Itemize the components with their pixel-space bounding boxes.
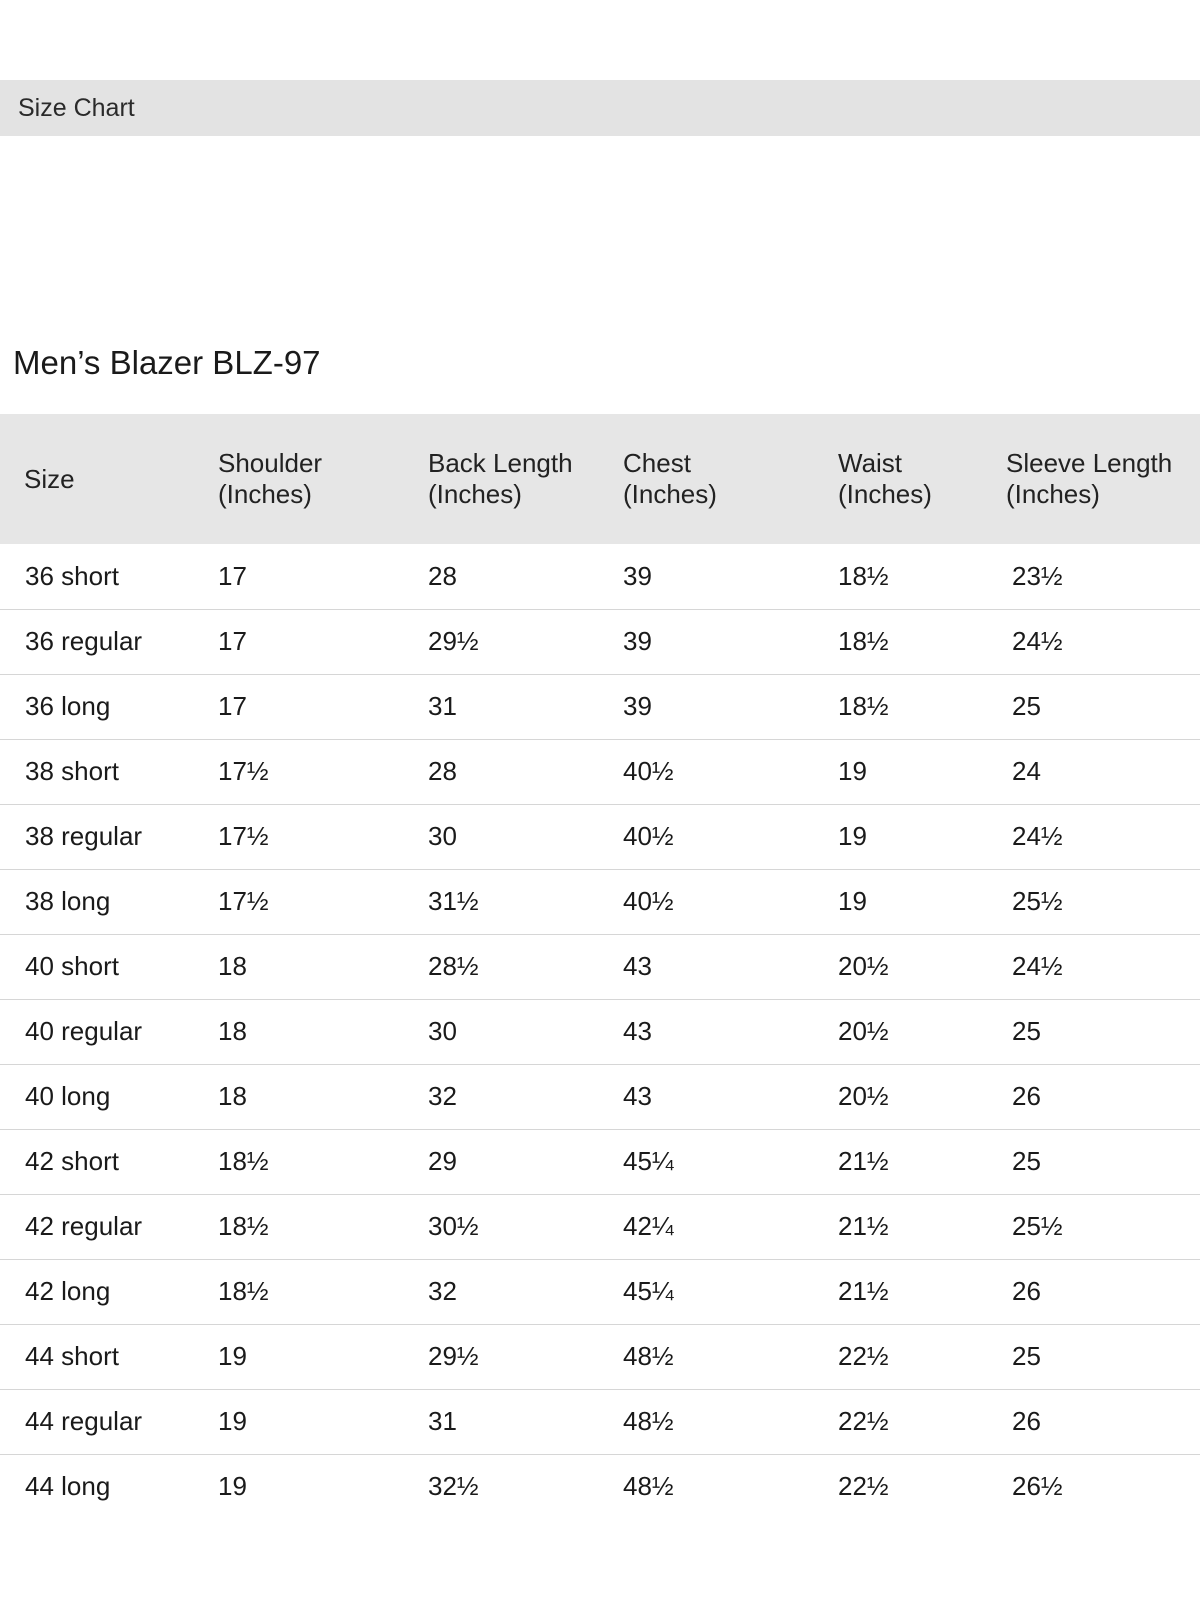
sleeve-length-cell: 25 xyxy=(1012,1146,1041,1176)
waist-cell: 18½ xyxy=(838,691,889,721)
chest-cell: 40½ xyxy=(623,756,674,786)
back-length-cell: 31 xyxy=(428,1406,457,1436)
shoulder-cell: 17½ xyxy=(218,821,269,851)
back-length-cell: 28½ xyxy=(428,951,479,981)
header-chest xyxy=(606,414,814,544)
size-cell: 40 regular xyxy=(25,1016,143,1046)
table-row xyxy=(0,934,1200,999)
header-chest-label: Chest xyxy=(623,448,691,478)
shoulder-cell: 18 xyxy=(218,951,247,981)
waist-cell: 20½ xyxy=(838,1081,889,1111)
back-length-cell: 29 xyxy=(428,1146,457,1176)
chest-cell: 43 xyxy=(623,1081,652,1111)
chest-cell: 45¼ xyxy=(623,1146,674,1176)
back-length-cell: 32 xyxy=(428,1276,457,1306)
header-sleeve-length-label: Sleeve Length xyxy=(1006,448,1173,478)
shoulder-cell: 19 xyxy=(218,1341,247,1371)
size-cell: 42 long xyxy=(25,1276,111,1306)
size-cell: 36 long xyxy=(25,691,111,721)
sleeve-length-cell: 24 xyxy=(1012,756,1041,786)
chest-cell: 45¼ xyxy=(623,1276,674,1306)
waist-cell: 22½ xyxy=(838,1406,889,1436)
back-length-cell: 30 xyxy=(428,821,457,851)
table-row xyxy=(0,544,1200,609)
sleeve-length-cell: 25½ xyxy=(1012,886,1063,916)
shoulder-cell: 17 xyxy=(218,560,247,591)
product-title: Men’s Blazer BLZ-97 xyxy=(13,344,321,381)
shoulder-cell: 18½ xyxy=(218,1276,269,1306)
table-row xyxy=(0,1389,1200,1454)
size-cell: 44 long xyxy=(25,1471,111,1502)
size-cell: 40 short xyxy=(25,951,119,981)
header-shoulder-unit: (Inches) xyxy=(218,479,312,509)
size-cell: 42 regular xyxy=(25,1211,143,1241)
waist-cell: 19 xyxy=(838,756,867,786)
header-waist-unit: (Inches) xyxy=(838,479,932,509)
shoulder-cell: 17 xyxy=(218,626,247,656)
table-row xyxy=(0,674,1200,739)
size-chart-banner xyxy=(0,80,1200,136)
sleeve-length-cell: 25 xyxy=(1012,1016,1041,1046)
table-row xyxy=(0,1129,1200,1194)
size-cell: 36 short xyxy=(25,560,119,591)
header-size-label: Size xyxy=(24,463,75,494)
header-shoulder-label: Shoulder xyxy=(218,448,323,478)
waist-cell: 21½ xyxy=(838,1211,889,1241)
shoulder-cell: 18½ xyxy=(218,1211,269,1241)
chest-cell: 39 xyxy=(623,560,652,591)
chest-cell: 43 xyxy=(623,951,652,981)
waist-cell: 19 xyxy=(838,821,867,851)
header-sleeve-length xyxy=(999,414,1200,544)
sleeve-length-cell: 26 xyxy=(1012,1276,1041,1306)
header-shoulder xyxy=(194,414,404,544)
size-table xyxy=(0,414,1200,1519)
chest-cell: 39 xyxy=(623,691,652,721)
table-row xyxy=(0,999,1200,1064)
sleeve-length-cell: 24½ xyxy=(1012,951,1063,981)
sleeve-length-cell: 26½ xyxy=(1012,1471,1063,1502)
back-length-cell: 29½ xyxy=(428,1341,479,1371)
header-row xyxy=(0,414,1200,544)
back-length-cell: 31½ xyxy=(428,886,479,916)
table-row xyxy=(0,1259,1200,1324)
size-cell: 44 short xyxy=(25,1341,119,1371)
sleeve-length-cell: 24½ xyxy=(1012,626,1063,656)
size-cell: 38 regular xyxy=(25,821,143,851)
header-size xyxy=(0,414,194,544)
header-waist xyxy=(814,414,999,544)
header-back-length-label: Back Length xyxy=(428,448,573,478)
waist-cell: 20½ xyxy=(838,951,889,981)
waist-cell: 18½ xyxy=(838,626,889,656)
back-length-cell: 29½ xyxy=(428,626,479,656)
chest-cell: 40½ xyxy=(623,886,674,916)
shoulder-cell: 17½ xyxy=(218,886,269,916)
chest-cell: 43 xyxy=(623,1016,652,1046)
sleeve-length-cell: 25 xyxy=(1012,691,1041,721)
back-length-cell: 31 xyxy=(428,691,457,721)
table-row xyxy=(0,739,1200,804)
table-row xyxy=(0,1194,1200,1259)
shoulder-cell: 18 xyxy=(218,1081,247,1111)
header-waist-label: Waist xyxy=(838,448,903,478)
header-chest-unit: (Inches) xyxy=(623,479,717,509)
shoulder-cell: 19 xyxy=(218,1471,247,1502)
header-back-length xyxy=(404,414,606,544)
size-cell: 38 short xyxy=(25,756,119,786)
chest-cell: 42¼ xyxy=(623,1211,674,1241)
table-row xyxy=(0,1324,1200,1389)
table-row xyxy=(0,1064,1200,1129)
chest-cell: 39 xyxy=(623,626,652,656)
table-row xyxy=(0,609,1200,674)
waist-cell: 22½ xyxy=(838,1471,889,1502)
table-row xyxy=(0,1454,1200,1519)
size-table-body xyxy=(0,544,1200,1519)
chest-cell: 40½ xyxy=(623,821,674,851)
chest-cell: 48½ xyxy=(623,1341,674,1371)
shoulder-cell: 17 xyxy=(218,691,247,721)
chest-cell: 48½ xyxy=(623,1406,674,1436)
size-cell: 42 short xyxy=(25,1146,119,1176)
sleeve-length-cell: 23½ xyxy=(1012,560,1063,591)
waist-cell: 18½ xyxy=(838,560,889,591)
table-row xyxy=(0,869,1200,934)
back-length-cell: 32½ xyxy=(428,1471,479,1502)
back-length-cell: 30½ xyxy=(428,1211,479,1241)
shoulder-cell: 18½ xyxy=(218,1146,269,1176)
waist-cell: 19 xyxy=(838,886,867,916)
sleeve-length-cell: 26 xyxy=(1012,1406,1041,1436)
back-length-cell: 28 xyxy=(428,756,457,786)
size-cell: 40 long xyxy=(25,1081,111,1111)
header-sleeve-length-unit: (Inches) xyxy=(1006,479,1100,509)
size-cell: 36 regular xyxy=(25,626,143,656)
shoulder-cell: 18 xyxy=(218,1016,247,1046)
sleeve-length-cell: 25 xyxy=(1012,1341,1041,1371)
header-back-length-unit: (Inches) xyxy=(428,479,522,509)
waist-cell: 21½ xyxy=(838,1276,889,1306)
back-length-cell: 28 xyxy=(428,560,457,591)
size-table-header xyxy=(0,414,1200,544)
waist-cell: 20½ xyxy=(838,1016,889,1046)
sleeve-length-cell: 26 xyxy=(1012,1081,1041,1111)
size-cell: 44 regular xyxy=(25,1406,143,1436)
banner-title: Size Chart xyxy=(18,94,135,122)
back-length-cell: 32 xyxy=(428,1081,457,1111)
sleeve-length-cell: 25½ xyxy=(1012,1211,1063,1241)
chest-cell: 48½ xyxy=(623,1471,674,1502)
shoulder-cell: 17½ xyxy=(218,756,269,786)
waist-cell: 22½ xyxy=(838,1341,889,1371)
shoulder-cell: 19 xyxy=(218,1406,247,1436)
size-cell: 38 long xyxy=(25,886,111,916)
waist-cell: 21½ xyxy=(838,1146,889,1176)
sleeve-length-cell: 24½ xyxy=(1012,821,1063,851)
table-row xyxy=(0,804,1200,869)
back-length-cell: 30 xyxy=(428,1016,457,1046)
